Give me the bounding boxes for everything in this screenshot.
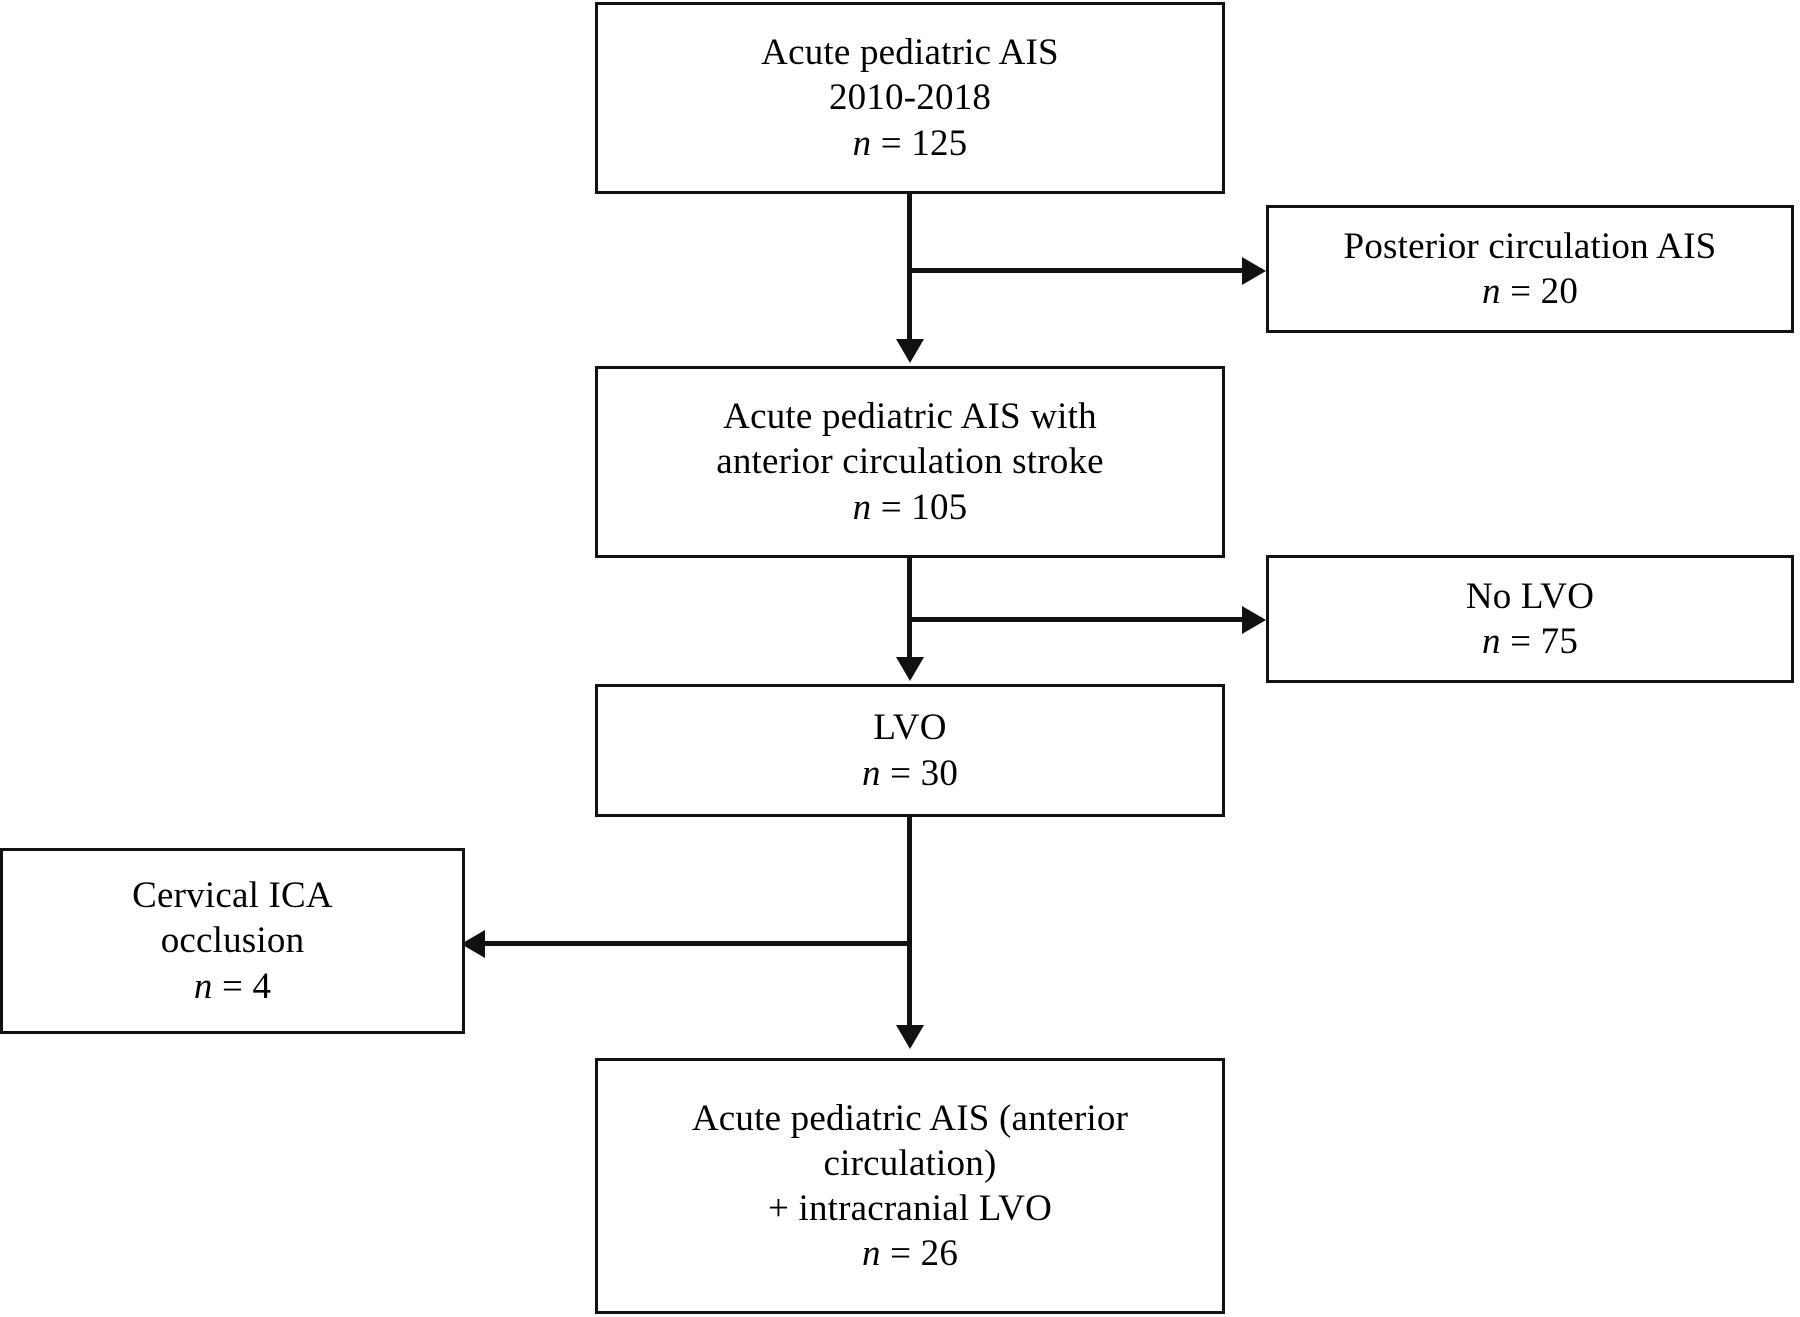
node-cervical-count [194, 964, 271, 1009]
node-anterior-n-value: = 105 [880, 486, 968, 528]
node-anterior-count [853, 485, 968, 530]
node-lvo-n-value: = 30 [890, 752, 959, 794]
node-anterior-line-2: anterior circulation stroke [716, 441, 1104, 483]
node-anterior-line-1: Acute pediatric AIS with [723, 396, 1097, 438]
node-final-line-3: + intracranial LVO [767, 1188, 1053, 1229]
node-no-lvo-count [1482, 619, 1578, 664]
connector-anterior-to-nolvo [907, 617, 1262, 622]
node-posterior-line-1: Posterior circulation AIS [1343, 225, 1717, 267]
node-root [595, 2, 1225, 194]
node-no-lvo-n-symbol: n [1481, 621, 1501, 662]
node-posterior-count [1482, 269, 1578, 314]
node-lvo-count [862, 751, 958, 796]
node-final-n-symbol: n [861, 1233, 881, 1275]
connector-root-to-posterior [907, 268, 1262, 273]
node-root-n-value: = 125 [880, 122, 968, 164]
node-anterior-circulation [595, 366, 1225, 558]
node-no-lvo-n-value: = 75 [1510, 621, 1579, 662]
node-final-count [862, 1231, 958, 1276]
node-final-cohort [595, 1058, 1225, 1314]
node-root-line-2: 2010-2018 [828, 77, 992, 119]
arrowhead-lvo-to-final [896, 1025, 924, 1049]
connector-lvo-to-cervical [485, 941, 910, 946]
arrowhead-root-to-posterior [1242, 257, 1266, 285]
node-lvo [595, 684, 1225, 817]
node-no-lvo [1266, 555, 1794, 683]
node-final-n-value: = 26 [890, 1233, 959, 1275]
connector-anterior-to-lvo [907, 558, 912, 673]
node-cervical-ica-occlusion [0, 848, 465, 1034]
arrowhead-anterior-to-nolvo [1242, 606, 1266, 634]
node-no-lvo-line-1: No LVO [1465, 575, 1595, 617]
node-cervical-n-value: = 4 [221, 965, 272, 1007]
arrowhead-root-to-anterior [896, 339, 924, 363]
node-posterior-circulation [1266, 205, 1794, 333]
connector-root-to-anterior [907, 194, 912, 339]
node-root-line-1: Acute pediatric AIS [761, 32, 1059, 74]
node-cervical-line-2: occlusion [160, 920, 305, 962]
node-root-n-symbol: n [852, 122, 872, 164]
node-anterior-n-symbol: n [852, 486, 872, 528]
node-final-line-1: Acute pediatric AIS (anterior [691, 1097, 1129, 1139]
node-posterior-n-value: = 20 [1510, 271, 1579, 312]
node-cervical-n-symbol: n [193, 965, 213, 1007]
node-root-count [853, 121, 968, 166]
connector-lvo-to-final [907, 817, 912, 1042]
node-posterior-n-symbol: n [1481, 271, 1501, 312]
node-lvo-line-1: LVO [873, 707, 947, 749]
node-lvo-n-symbol: n [861, 752, 881, 794]
node-cervical-line-1: Cervical ICA [132, 875, 333, 917]
node-final-line-2: circulation) [823, 1142, 997, 1184]
arrowhead-anterior-to-lvo [896, 657, 924, 681]
